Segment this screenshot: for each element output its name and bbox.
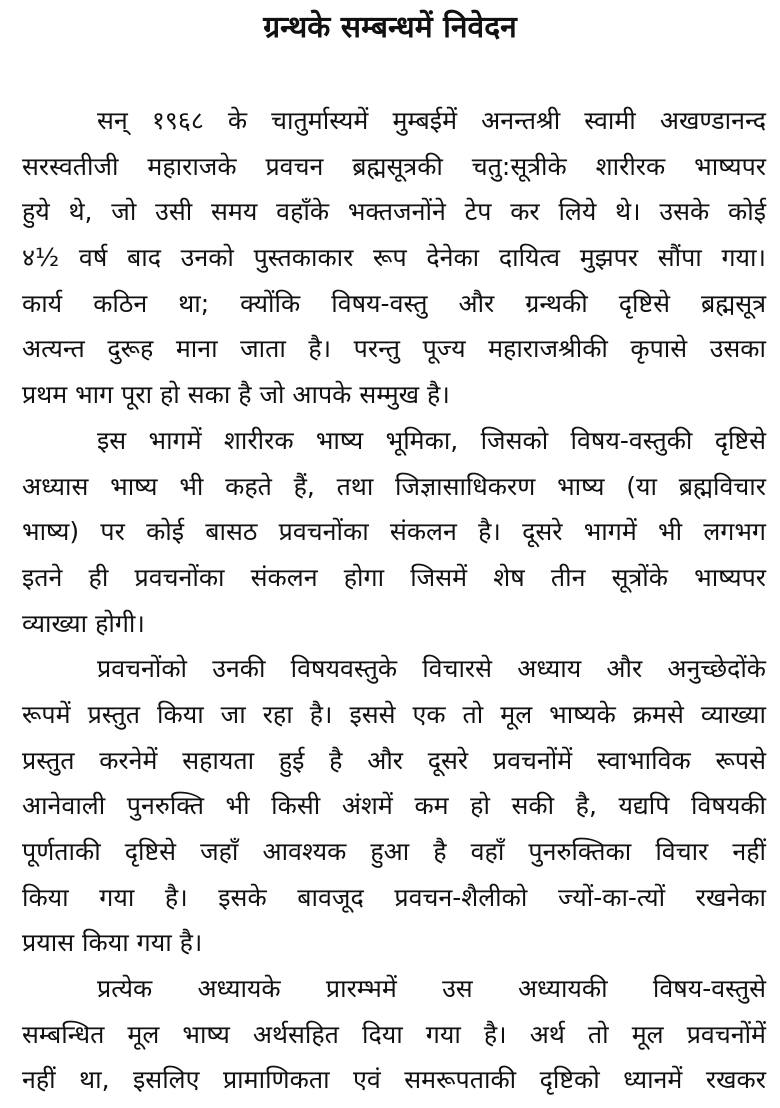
document-body	[22, 98, 766, 1103]
text-line: हुये थे, जो उसी समय वहाँके भक्तजनोंने टेप कर लिये थे। उसके कोई	[22, 197, 766, 227]
text-line: सम्बन्धित मूल भाष्य अर्थसहित दिया गया है। अर्थ तो मूल प्रवचनोंमें	[22, 1019, 766, 1049]
text-line: आनेवाली पुनरुक्ति भी किसी अंशमें कम हो सकी है, यद्यपि विषयकी	[22, 791, 766, 821]
text-line: पूर्णताकी दृष्टिसे जहाँ आवश्यक हुआ है वहाँ पुनरुक्तिका विचार नहीं	[22, 837, 766, 866]
text-line: प्रथम भाग पूरा हो सका है जो आपके सम्मुख है।	[22, 380, 450, 410]
text-line: व्याख्या होगी।	[22, 608, 145, 638]
text-line: रूपमें प्रस्तुत किया जा रहा है। इससे एक तो मूल भाष्यके क्रमसे व्याख्या	[22, 699, 766, 729]
text-line: प्रवचनोंको उनकी विषयवस्तुके विचारसे अध्याय और अनुच्छेदोंके	[97, 654, 766, 684]
text-line: अत्यन्त दुरूह माना जाता है। परन्तु पूज्य महाराजश्रीकी कृपासे उसका	[22, 334, 766, 364]
text-line: प्रयास किया गया है।	[22, 928, 203, 958]
paragraph-3	[22, 646, 766, 966]
text-line: सरस्वतीजी महाराजके प्रवचन ब्रह्मसूत्रकी चतु:सूत्रीके शारीरक भाष्यपर	[22, 151, 766, 181]
paragraph-2	[22, 418, 766, 646]
text-line: कार्य कठिन था; क्योंकि विषय-वस्तु और ग्रन्थकी दृष्टिसे ब्रह्मसूत्र	[22, 288, 766, 318]
text-line: प्रस्तुत करनेमें सहायता हुई है और दूसरे प्रवचनोंमें स्वाभाविक रूपसे	[22, 745, 766, 775]
text-line: किया गया है। इसके बावजूद प्रवचन-शैलीको ज्यों-का-त्यों रखनेका	[22, 882, 766, 912]
text-line: इतने ही प्रवचनोंका संकलन होगा जिसमें शेष तीन सूत्रोंके भाष्यपर	[22, 562, 766, 592]
text-line: सन् १९६८ के चातुर्मास्यमें मुम्बईमें अनन्तश्री स्वामी अखण्डानन्द	[97, 106, 766, 135]
text-line: इस भागमें शारीरक भाष्य भूमिका, जिसको विषय-वस्तुकी दृष्टिसे	[97, 425, 766, 455]
text-line: प्रत्येक अध्यायके प्रारम्भमें उस अध्यायकी विषय-वस्तुसे	[97, 974, 766, 1004]
paragraph-4	[22, 966, 766, 1103]
page-title: ग्रन्थके सम्बन्धमें निवेदन	[263, 10, 517, 45]
text-line: ४½ वर्ष बाद उनको पुस्तकाकार रूप देनेका दायित्व मुझपर सौंपा गया।	[22, 243, 766, 273]
text-line: अध्यास भाष्य भी कहते हैं, तथा जिज्ञासाधिकरण भाष्य (या ब्रह्मविचार	[22, 471, 766, 501]
text-line: नहीं था, इसलिए प्रामाणिकता एवं समरूपताकी दृष्टिको ध्यानमें रखकर	[22, 1065, 766, 1095]
paragraph-1	[22, 98, 766, 418]
text-line: भाष्य) पर कोई बासठ प्रवचनोंका संकलन है। दूसरे भागमें भी लगभग	[22, 517, 766, 547]
